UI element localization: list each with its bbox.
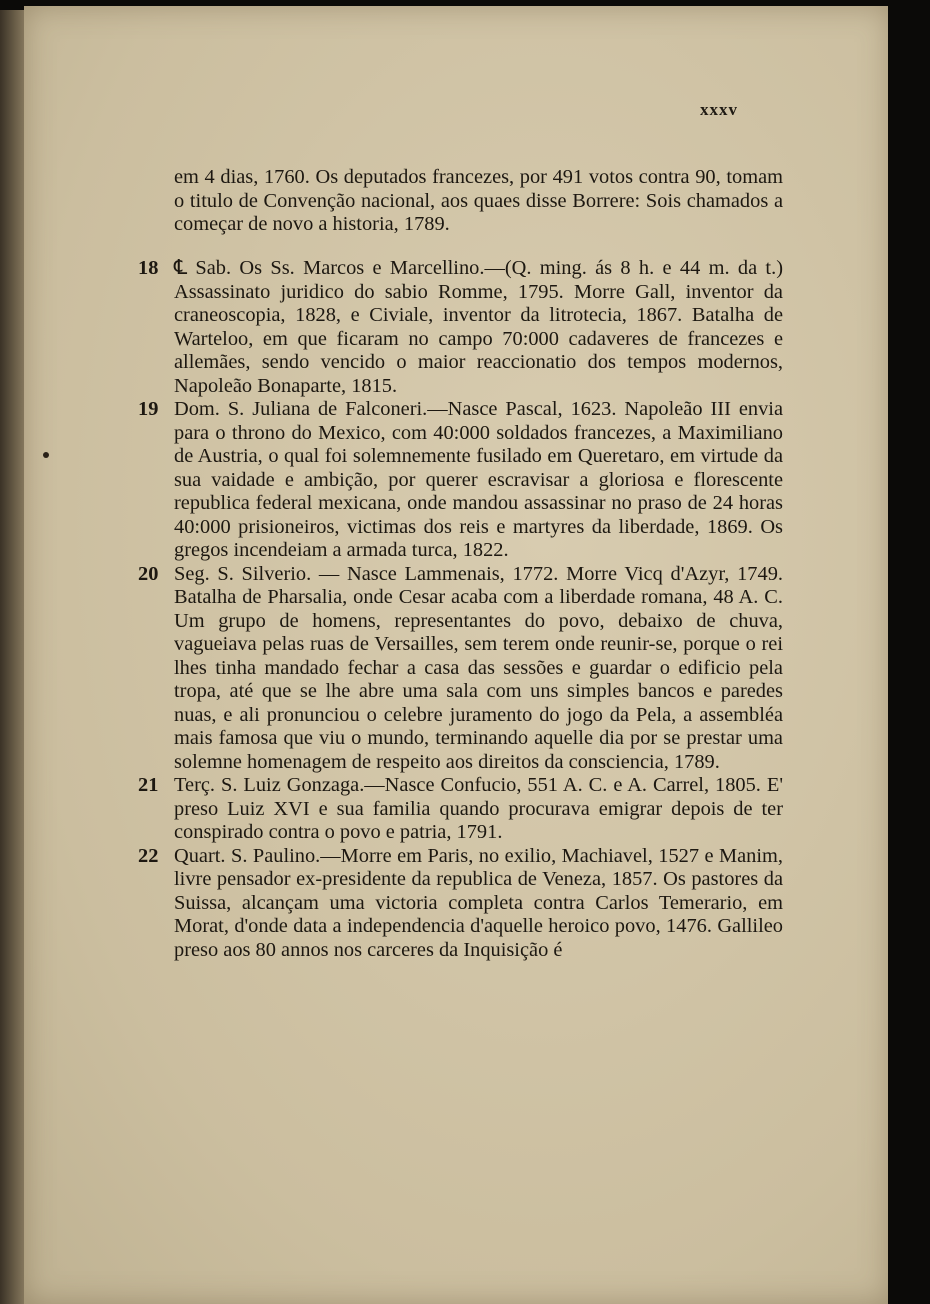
entry-text: Dom. S. Juliana de Falconeri.—Nasce Pascal, 1623. Napoleão III envia para o throno do Mexico, com 40:000 soldados francezes, a Maximiliano de Austria, o qual foi solemnemente fusilado em Queretaro, em virtude da sua vaidade e ambição, por querer escravisar a gloriosa e florescente republica federal mexicana, onde mandou assassinar no praso de 24 horas 40:000 prisioneiros, victimas dos reis e martyres da liberdade, 1869. Os gregos incendeiam a armada turca, 1822. [174, 398, 783, 562]
calendar-entry-19 [138, 398, 783, 563]
calendar-entry-20 [138, 563, 783, 775]
day-number: 21 [138, 774, 159, 797]
entry-text: ℄ Sab. Os Ss. Marcos e Marcellino.—(Q. ming. ás 8 h. e 44 m. da t.) Assassinato juridico do sabio Romme, 1795. Morre Gall, inventor da craneoscopia, 1828, e Civiale, inventor da litrotecia, 1867. Batalha de Warteloo, em que ficaram no campo 70:000 cadaveres de francezes e allemães, sendo vencido o maior reaccionatio dos tempos modernos, Napoleão Bonaparte, 1815. [174, 257, 783, 397]
day-number: 18 [138, 257, 159, 280]
entry-text: Terç. S. Luiz Gonzaga.—Nasce Confucio, 551 A. C. e A. Carrel, 1805. E' preso Luiz XVI e sua familia quando procurava emigrar depois de ter conspirado contra o povo e patria, 1791. [174, 774, 783, 844]
calendar-entry-18 [138, 257, 783, 398]
entry-text: Quart. S. Paulino.—Morre em Paris, no exilio, Machiavel, 1527 e Manim, livre pensador ex-presidente da republica de Veneza, 1857. Os pastores da Suissa, alcançam uma victoria completa contra Carlos Temerario, em Morat, d'onde data a independencia d'aquelle heroico povo, 1476. Gallileo preso aos 80 annos nos carceres da Inquisição é [174, 844, 783, 961]
page-text [138, 146, 783, 962]
continuation-paragraph [138, 166, 783, 237]
calendar-entry-21 [138, 774, 783, 845]
calendar-entry-22 [138, 845, 783, 963]
entry-text: Seg. S. Silverio. — Nasce Lammenais, 1772. Morre Vicq d'Azyr, 1749. Batalha de Pharsalia, onde Cesar acaba com a liberdade romana, 48 A. C. Um grupo de homens, representantes do povo, debaixo de chuva, vagueiava pelas ruas de Versailles, sem terem onde reunir-se, porque o rei lhes tinha mandado fechar a casa das sessões e guardar o edificio pela tropa, até que se lhe abre uma sala com uns simples bancos e paredes nuas, e ali pronunciou o celebre juramento do jogo da Pela, a assembléa mais famosa que viu o mundo, terminando aquelle dia por se prestar uma solemne homenagem de respeito aos direitos da consciencia, 1789. [174, 562, 783, 773]
day-number: 19 [138, 398, 159, 421]
background-edge [888, 0, 930, 1304]
adjacent-page-edge [0, 10, 26, 1304]
ink-spot [43, 452, 49, 458]
entry-text: em 4 dias, 1760. Os deputados francezes, por 491 votos contra 90, tomam o titulo de Convenção nacional, aos quaes disse Borrere: Sois chamados a começar de novo a historia, 1789. [174, 166, 783, 236]
day-number: 20 [138, 562, 159, 585]
day-number: 22 [138, 844, 159, 867]
page-number: xxxv [700, 100, 738, 119]
